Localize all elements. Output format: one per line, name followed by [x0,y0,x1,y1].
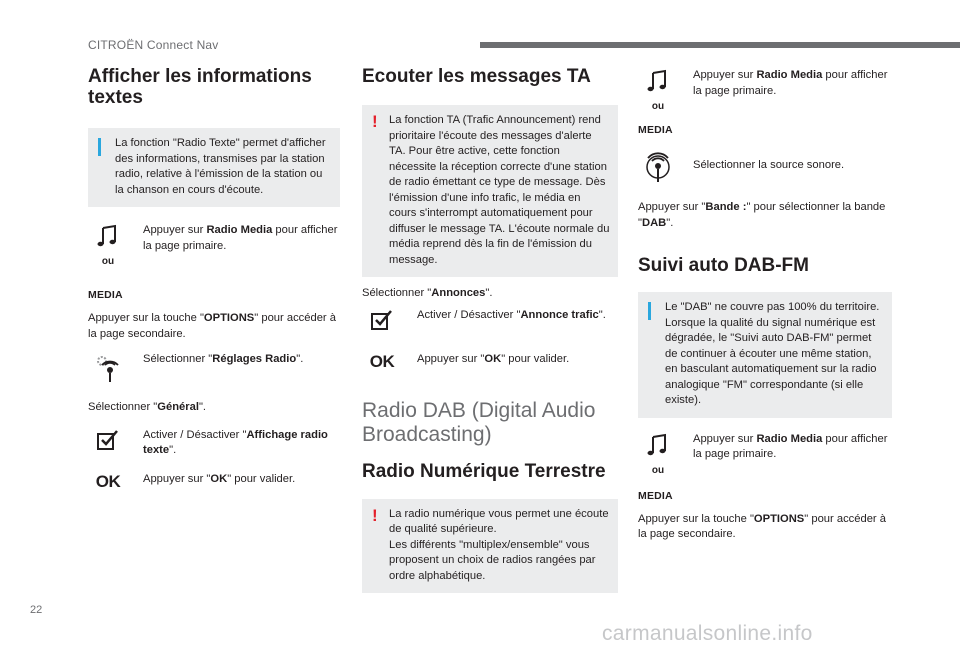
step-text: Appuyer sur Radio Media pour afficher la page primaire. [143,224,338,252]
paragraph-options: Appuyer sur la touche "OPTIONS" pour accéder à la page secondaire. [638,512,886,540]
warning-mark-icon: ! [372,112,378,131]
info-mark-icon [648,302,651,320]
media-key-label: MEDIA [638,489,673,502]
step-radio-media [638,432,892,490]
warning-note-digital-radio: ! La radio numérique vous permet une écoute de qualité supérieure. Les différents "multiplex/ensemble" vous proposent un choix de radios rangées par ordre alphabétique. [362,499,618,594]
header-brand: CITROËN Connect Nav [88,38,219,52]
section-title-dab-fm: Suivi auto DAB-FM [638,255,809,276]
column-1 [88,66,340,502]
ok-icon: OK [369,351,395,371]
media-key-label: MEDIA [88,289,123,301]
step-text: Activer / Désactiver "Affichage radio texte". [143,428,328,456]
column-3 [638,66,892,543]
or-label: ou [651,464,665,476]
step-text: Appuyer sur "OK" pour valider. [143,472,296,485]
page-header [0,36,960,56]
warning-note-ta: ! La fonction TA (Trafic Announcement) rend prioritaire l'écoute des messages d'alerte TA. Pour être active, cette fonction nécessite la réception correcte d'une station de radio émettant ce type de message. Dès l'émission d'une info trafic, le média en cours s'interrompt automatiquement pour diffuser le message TA. L'écoute normale du média reprend dès la fin de l'émission du message. [362,105,618,277]
step-text: Appuyer sur Radio Media pour afficher la page primaire. [693,69,888,97]
step-text: Sélectionner la source sonore. [693,159,845,171]
step-select-source [638,152,892,194]
checkbox-toggle-icon [362,308,402,337]
step-radio-media [638,68,892,124]
info-mark-icon [98,138,101,156]
step-ok [362,352,618,382]
step-radio-settings [88,352,340,396]
music-note-icon [88,223,128,267]
paragraph-annonces: Sélectionner "Annonces". [362,287,493,299]
step-toggle-traffic [362,308,618,352]
paragraph-band: Appuyer sur "Bande :" pour sélectionner la bande "DAB". [638,201,886,229]
step-ok [88,472,340,502]
paragraph-general: Sélectionner "Général". [88,401,207,413]
step-toggle-radio-text [88,428,340,470]
music-note-icon [638,432,678,476]
page-number: 22 [30,604,43,616]
section-title-ta: Ecouter les messages TA [362,66,591,87]
info-note-radio-text: La fonction "Radio Texte" permet d'afficher des informations, transmises par la station radio, relative à l'émission de la station ou la chanson en cours d'écoute. [88,128,340,207]
step-text: Sélectionner "Réglages Radio". [143,353,304,365]
checkbox-toggle-icon [88,428,128,457]
column-2 [362,66,618,593]
watermark: carmanualsonline.info [602,622,813,645]
ok-icon: OK [95,471,121,491]
radio-settings-icon [88,352,128,389]
step-text: Activer / Désactiver "Annonce trafic". [417,308,606,321]
header-bar [480,42,960,48]
warning-mark-icon: ! [372,505,378,525]
media-key-label: MEDIA [638,124,673,136]
step-radio-media [88,223,340,289]
section-title-text-info: Afficher les informations textes [88,66,312,108]
music-note-icon [638,68,678,112]
step-text: Appuyer sur "OK" pour valider. [417,352,570,365]
info-note-dab-fm: Le "DAB" ne couvre pas 100% du territoire. Lorsque la qualité du signal numérique est dégradée, le "Suivi auto DAB-FM" permet de continuer à écouter une même station, en basculant automatiquement sur la radio analogique "FM" correspondante (si elle existe). [638,292,892,418]
radio-antenna-icon [638,152,678,189]
section-title-terrestrial: Radio Numérique Terrestre [362,460,606,482]
paragraph-options: Appuyer sur la touche "OPTIONS" pour accéder à la page secondaire. [88,312,336,340]
chapter-title-dab: Radio DAB (Digital Audio Broadcasting) [362,398,596,446]
or-label: ou [651,101,665,112]
step-text: Appuyer sur Radio Media pour afficher la page primaire. [693,432,888,460]
or-label: ou [101,256,115,267]
